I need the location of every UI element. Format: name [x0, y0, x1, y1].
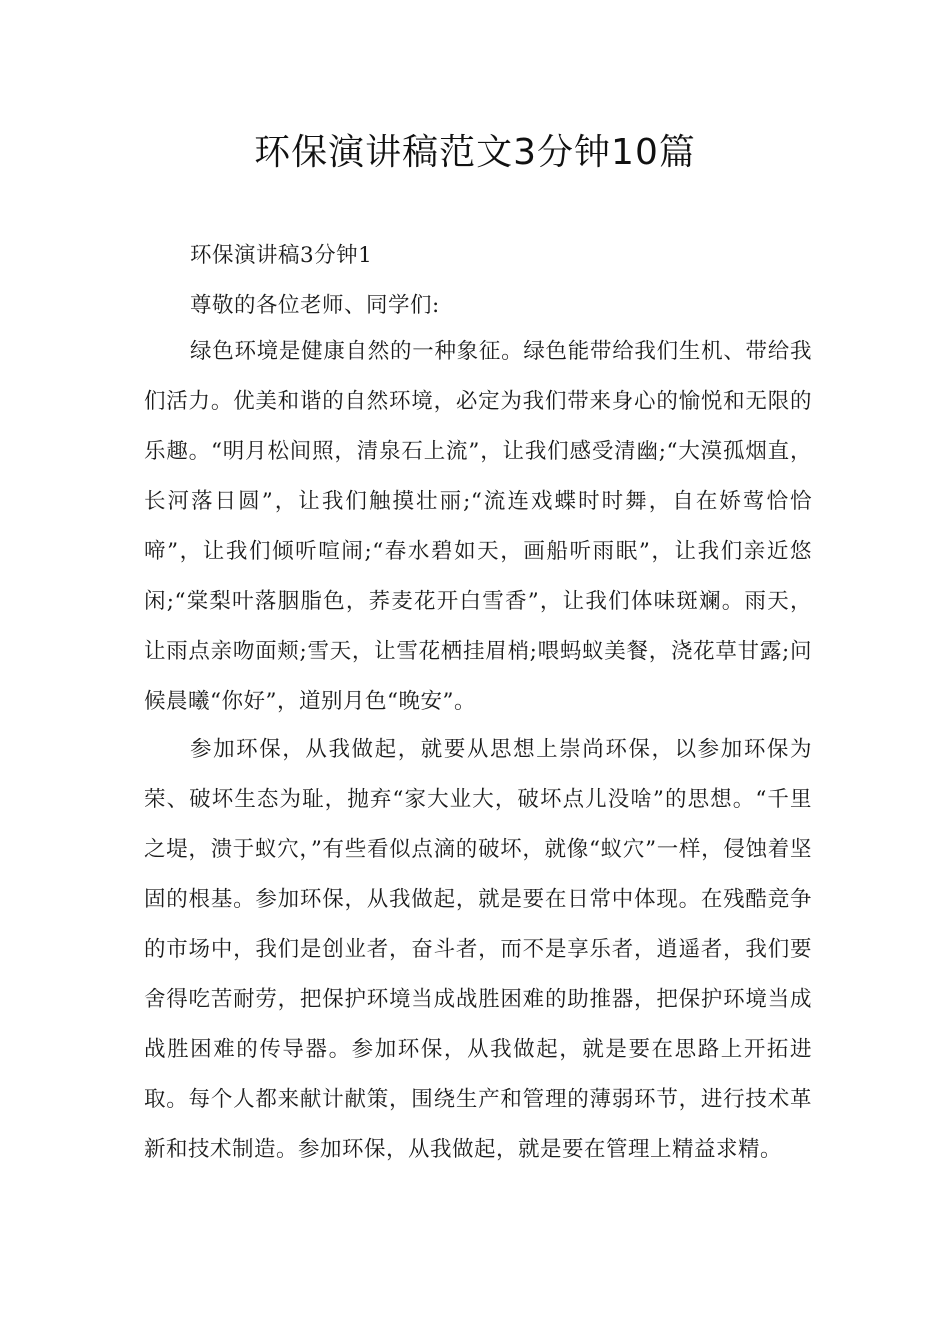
- body-paragraph-1: 绿色环境是健康自然的一种象征。绿色能带给我们生机、带给我们活力。优美和谐的自然环境，必定为我们带来身心的愉悦和无限的乐趣。“明月松间照，清泉石上流”，让我们感受清幽;“大漠孤烟直，长河落日圆”，让我们触摸壮丽;“流连戏蝶时时舞，自在娇莺恰恰啼”，让我们倾听喧闹;“春水碧如天，画船听雨眠”，让我们亲近悠闲;“棠梨叶落胭脂色，荞麦花开白雪香”，让我们体味斑斓。雨天，让雨点亲吻面颊;雪天，让雪花栖挂眉梢;喂蚂蚁美餐，浇花草甘露;问候晨曦“你好”，道别月色“晚安”。: [144, 339, 812, 714]
- section-heading: 环保演讲稿3分钟1: [190, 243, 373, 268]
- greeting-line: 尊敬的各位老师、同学们:: [190, 293, 440, 318]
- body-paragraph-2: 参加环保，从我做起，就要从思想上崇尚环保，以参加环保为荣、破坏生态为耻，抛弃“家大业大，破坏点儿没啥”的思想。“千里之堤，溃于蚁穴，”有些看似点滴的破坏，就像“蚁穴”一样，侵蚀着坚固的根基。参加环保，从我做起，就是要在日常中体现。在残酷竞争的市场中，我们是创业者，奋斗者，而不是享乐者，逍遥者，我们要舍得吃苦耐劳，把保护环境当成战胜困难的助推器，把保护环境当成战胜困难的传导器。参加环保，从我做起，就是要在思路上开拓进取。每个人都来献计献策，围绕生产和管理的薄弱环节，进行技术革新和技术制造。参加环保，从我做起，就是要在管理上精益求精。: [144, 737, 812, 1162]
- document-title: 环保演讲稿范文3分钟10篇: [254, 132, 696, 173]
